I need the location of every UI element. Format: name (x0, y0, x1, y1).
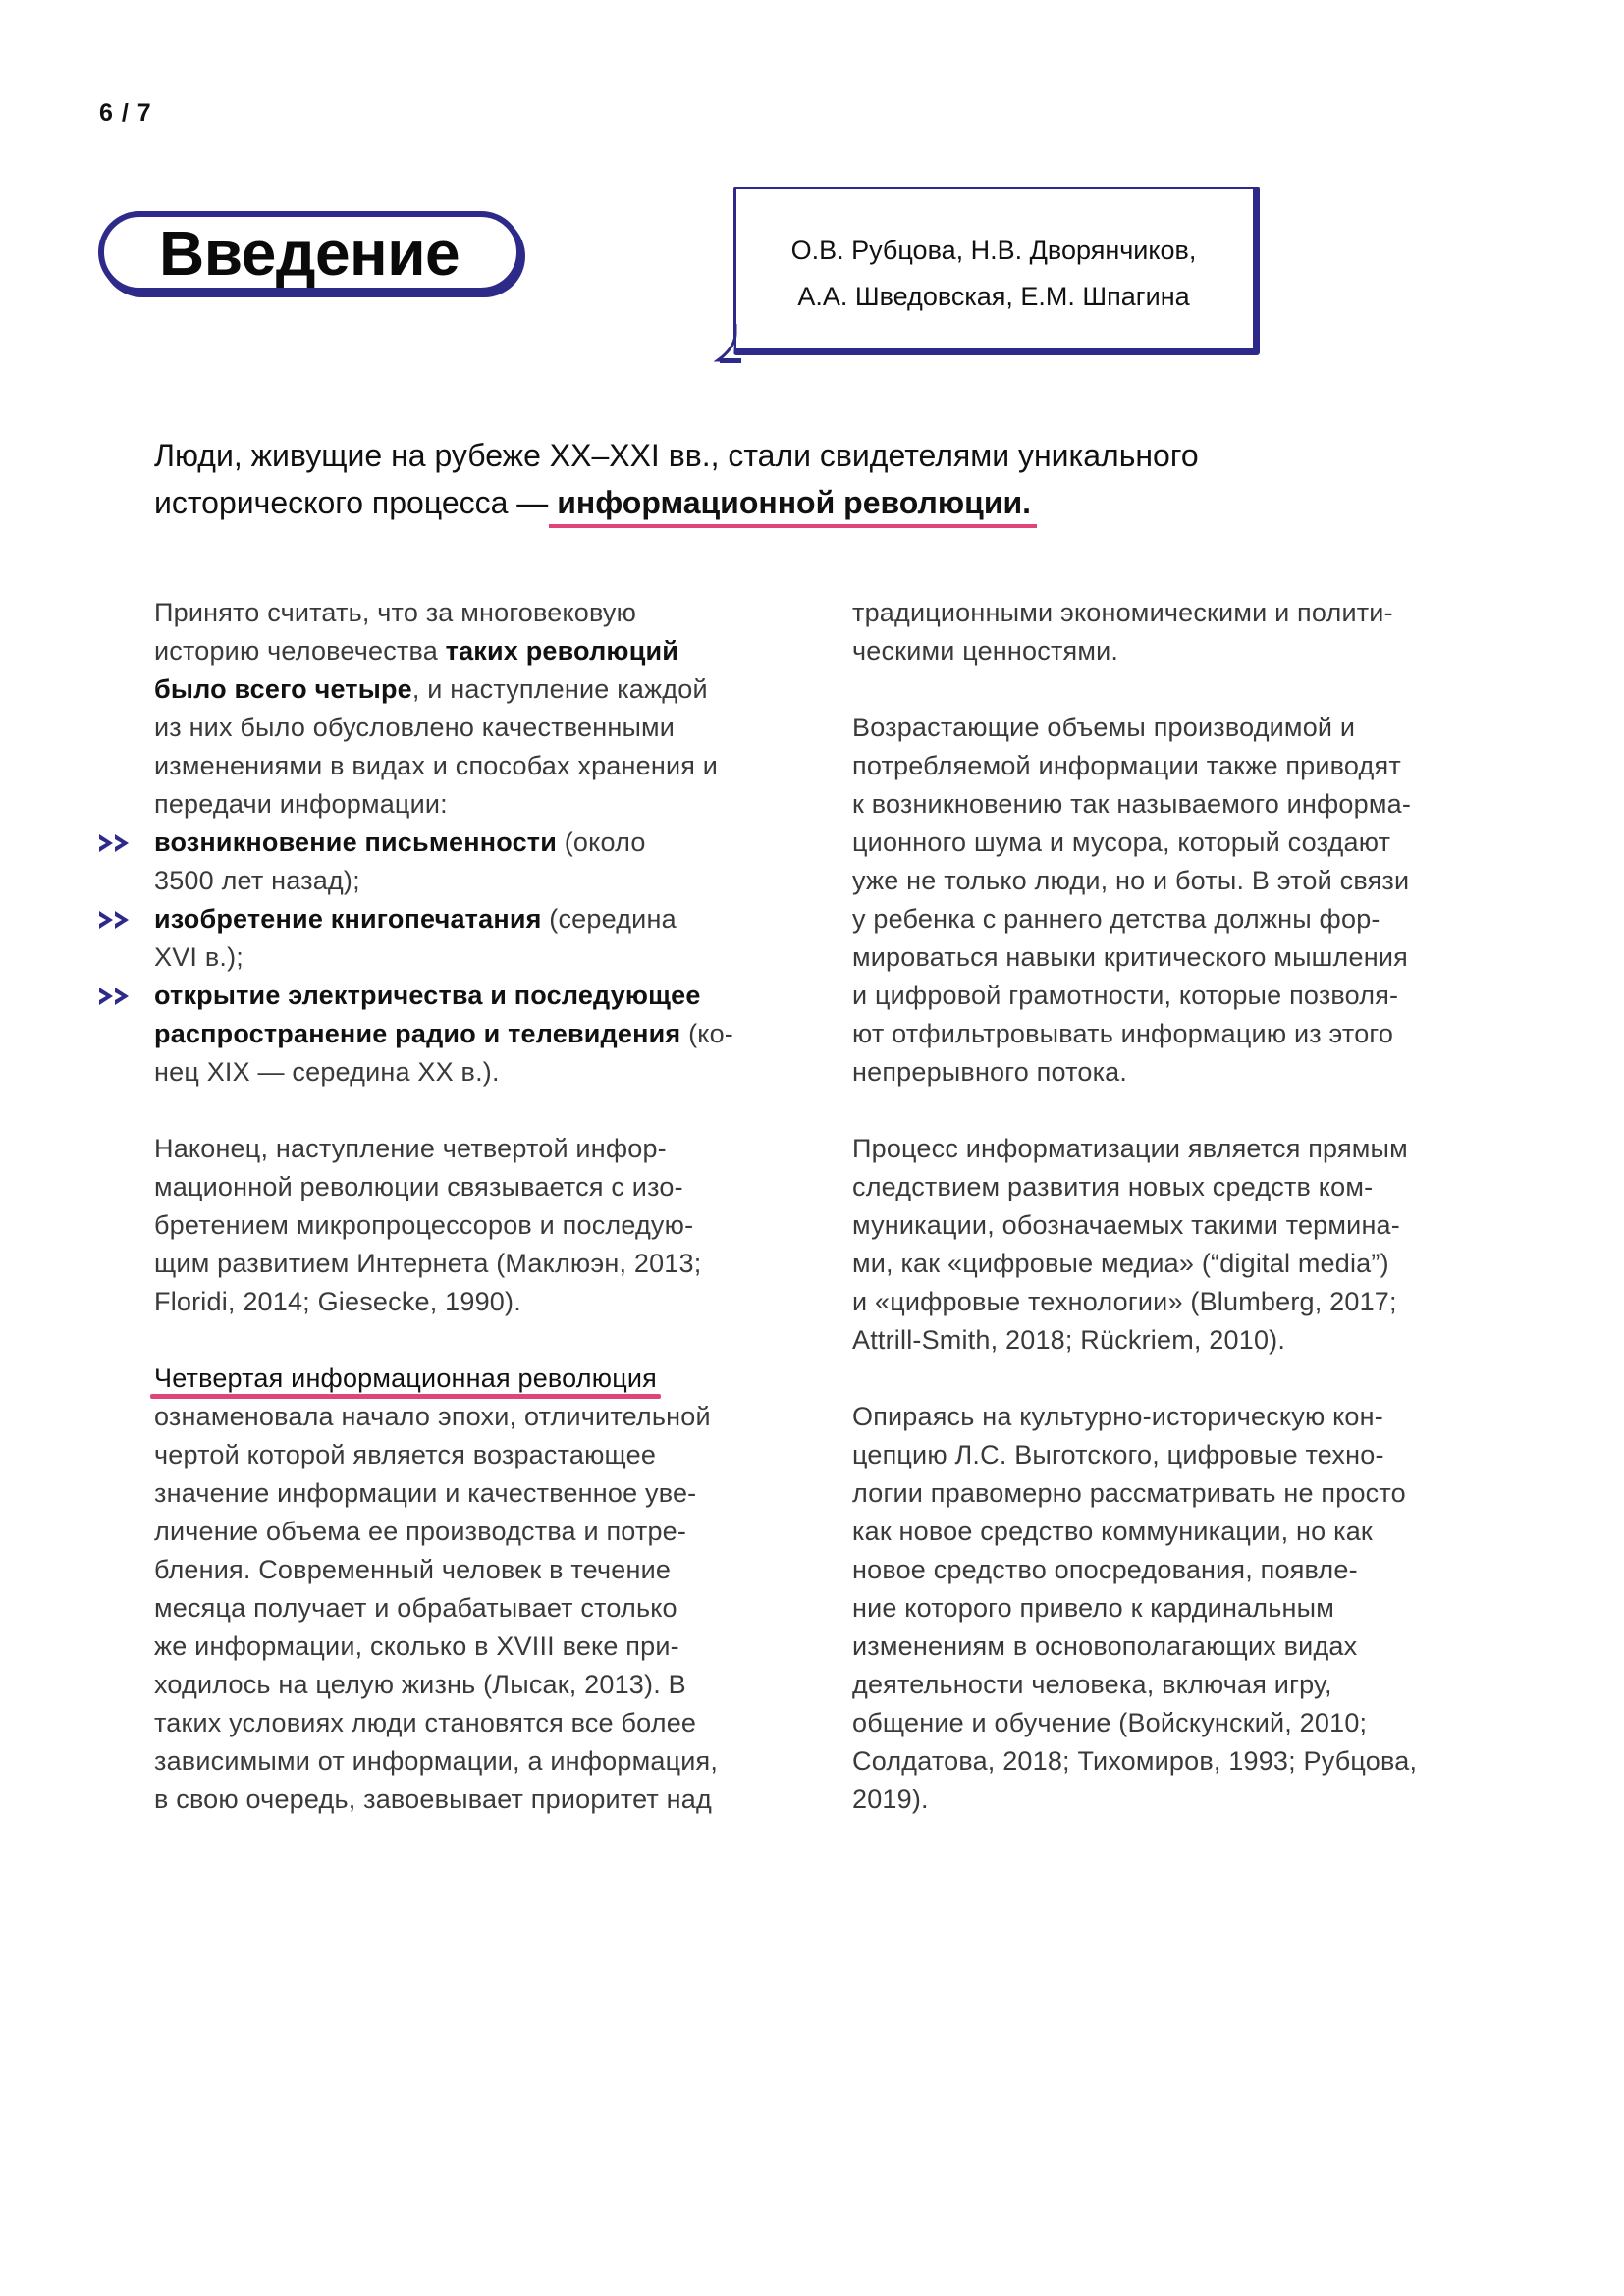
text-line: месяца получает и обрабатывает столько (154, 1593, 677, 1623)
text-line: 2019). (852, 1785, 929, 1814)
text-line: зависимыми от информации, а информация, (154, 1746, 719, 1776)
bold-text: распространение радио и телевидения (154, 1019, 681, 1048)
text-line: ознаменовала начало эпохи, отличительной (154, 1402, 711, 1431)
authors (733, 228, 1254, 320)
text-line (154, 670, 733, 709)
callout-tail-icon (714, 324, 743, 363)
text: XVI в.); (154, 942, 244, 972)
authors-line: О.В. Рубцова, Н.В. Дворянчиков, (790, 236, 1197, 265)
double-chevron-right-icon (97, 986, 135, 1007)
paragraph-spacer (852, 1092, 1417, 1130)
text-line: цепцию Л.С. Выготского, цифровые техно- (852, 1440, 1384, 1469)
text-line: общение и обучение (Войскунский, 2010; (852, 1708, 1368, 1737)
text: из них было обусловлено качественными (154, 713, 676, 742)
text-line (154, 938, 733, 977)
page-title: Введение (159, 218, 460, 289)
text-line (154, 594, 733, 632)
text-line: муникации, обозначаемых такими термина- (852, 1210, 1400, 1240)
underlined-heading: Четвертая информационная революция (154, 1363, 657, 1393)
text: (ко- (680, 1019, 733, 1048)
paragraph-spacer (154, 1321, 733, 1360)
text-line: изменениям в основополагающих видах (852, 1631, 1358, 1661)
text-line: новое средство опосредования, появле- (852, 1555, 1358, 1584)
text-line (154, 709, 733, 747)
text: 3500 лет назад); (154, 866, 360, 895)
text-line: Наконец, наступление четвертой инфор- (154, 1134, 667, 1163)
lead-paragraph (154, 432, 1199, 526)
text-line: следствием развития новых средств ком- (852, 1172, 1374, 1201)
text-line: щим развитием Интернета (Маклюэн, 2013; (154, 1249, 702, 1278)
text: (около (557, 828, 646, 857)
text-line: Floridi, 2014; Giesecke, 1990). (154, 1287, 521, 1316)
bold-text: было всего четыре (154, 674, 412, 704)
double-chevron-right-icon (97, 832, 135, 854)
text-line: деятельности человека, включая игру, (852, 1670, 1332, 1699)
text-line: ходилось на целую жизнь (Лысак, 2013). В (154, 1670, 686, 1699)
text-line: ют отфильтровывать информацию из этого (852, 1019, 1394, 1048)
text-line: Возрастающие объемы производимой и (852, 713, 1356, 742)
text-line: ние которого привело к кардинальным (852, 1593, 1334, 1623)
section-heading-line (154, 1360, 733, 1398)
text-line: значение информации и качественное уве- (154, 1478, 697, 1508)
lead-line (154, 479, 1199, 526)
text: , и наступление каждой (411, 674, 708, 704)
text-line: к возникновению так называемого информа- (852, 789, 1412, 819)
text-line: и «цифровые технологии» (Blumberg, 2017; (852, 1287, 1397, 1316)
text-line: Солдатова, 2018; Тихомиров, 1993; Рубцова, (852, 1746, 1418, 1776)
text-line: Процесс информатизации является прямым (852, 1134, 1408, 1163)
lead-line: Люди, живущие на рубеже XX–XXI вв., стали свидетелями уникального (154, 438, 1199, 473)
text: нец XIX — середина XX в.). (154, 1057, 500, 1087)
bold-text: изобретение книгопечатания (154, 904, 542, 934)
paragraph-spacer (852, 1360, 1417, 1398)
paragraph-spacer (852, 670, 1417, 709)
text-line: ционного шума и мусора, который создают (852, 828, 1391, 857)
text-line (154, 747, 733, 785)
text-line: мироваться навыки критического мышления (852, 942, 1408, 972)
text-line: ческими ценностями. (852, 636, 1119, 666)
text-line: у ребенка с раннего детства должны фор- (852, 904, 1380, 934)
text-line: традиционными экономическими и полити- (852, 598, 1393, 627)
text: (середина (541, 904, 677, 934)
text-line (154, 862, 733, 900)
paragraph-spacer (154, 1092, 733, 1130)
text-line (154, 1015, 733, 1053)
text-line (154, 785, 733, 824)
text-line: и цифровой грамотности, которые позволя- (852, 981, 1399, 1010)
lead-emphasis-underlined: информационной революции. (557, 485, 1032, 520)
right-column (852, 594, 1417, 1819)
text-line: ми, как «цифровые медиа» (“digital media”) (852, 1249, 1389, 1278)
text-line: уже не только люди, но и боты. В этой связи (852, 866, 1410, 895)
bullet-item (154, 977, 733, 1015)
text-line: мационной революции связывается с изо- (154, 1172, 683, 1201)
bullet-item (154, 824, 733, 862)
text: изменениями в видах и способах хранения и (154, 751, 719, 780)
text-line: логии правомерно рассматривать не просто (852, 1478, 1406, 1508)
double-chevron-right-icon (97, 909, 135, 931)
page-number: 6 / 7 (99, 99, 152, 127)
text-line: Attrill-Smith, 2018; Rückriem, 2010). (852, 1325, 1286, 1355)
text-line (154, 1053, 733, 1092)
text-line: как новое средство коммуникации, но как (852, 1517, 1373, 1546)
bold-text: таких революций (445, 636, 679, 666)
text-line: бретением микропроцессоров и последую- (154, 1210, 694, 1240)
text-line (154, 632, 733, 670)
text-line: таких условиях люди становятся все более (154, 1708, 697, 1737)
text: передачи информации: (154, 789, 448, 819)
text-line: в свою очередь, завоевывает приоритет над (154, 1785, 712, 1814)
bold-text: открытие электричества и последующее (154, 981, 701, 1010)
text-line: бления. Современный человек в течение (154, 1555, 672, 1584)
bold-text: возникновение письменности (154, 828, 558, 857)
left-column (154, 594, 733, 1819)
text-line: потребляемой информации также приводят (852, 751, 1401, 780)
authors-line: А.А. Шведовская, Е.М. Шпагина (797, 282, 1190, 311)
lead-text: исторического процесса — (154, 485, 558, 520)
text: историю человечества (154, 636, 446, 666)
text-line: же информации, сколько в XVIII веке при- (154, 1631, 679, 1661)
text-line: личение объема ее производства и потре- (154, 1517, 687, 1546)
text-line: Опираясь на культурно-историческую кон- (852, 1402, 1383, 1431)
text-line: непрерывного потока. (852, 1057, 1128, 1087)
text: Принято считать, что за многовековую (154, 598, 637, 627)
text-line: чертой которой является возрастающее (154, 1440, 657, 1469)
bullet-item (154, 900, 733, 938)
